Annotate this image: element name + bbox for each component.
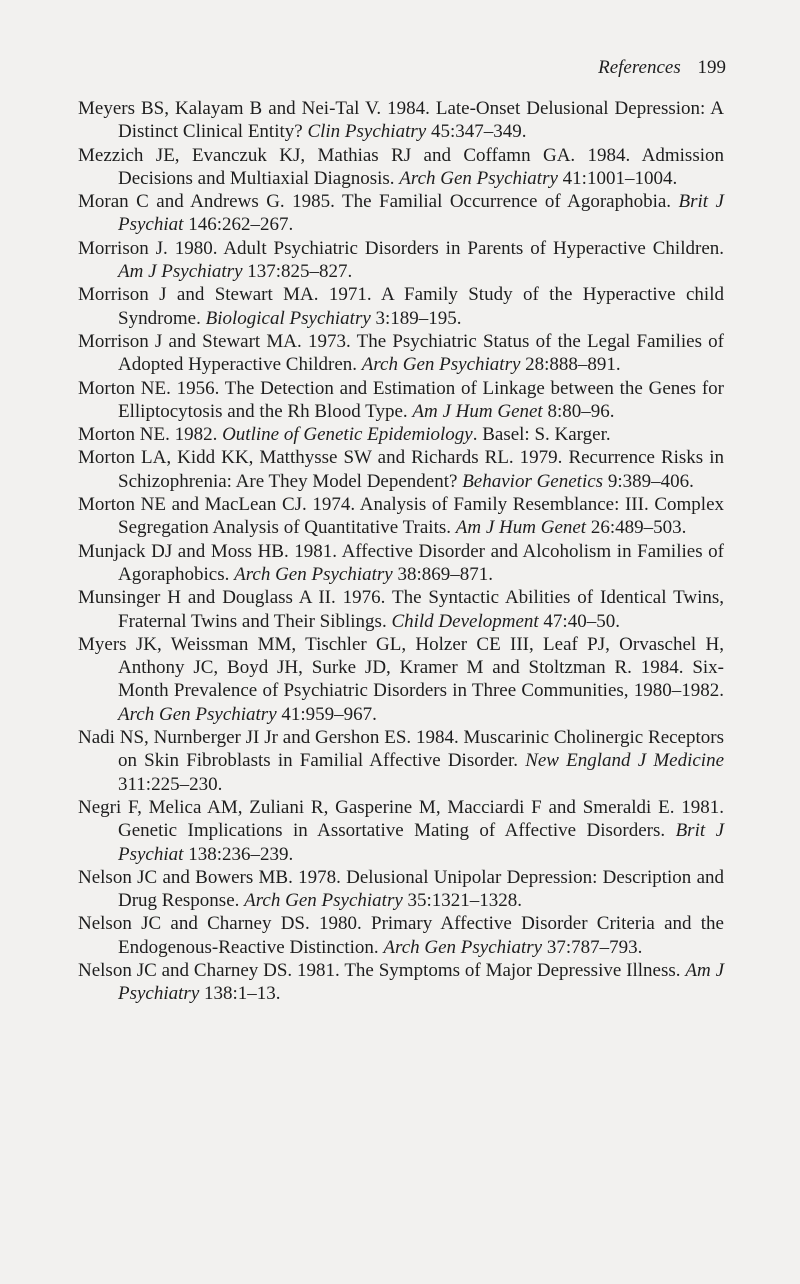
book-title: Outline of Genetic Epidemiology (222, 424, 473, 446)
reference-entry: Morrison J and Stewart MA. 1973. The Psychiatric Status of the Legal Families of Adopted Hyperactive Children. Arch Gen Psychiatry 28:888–891. (78, 330, 724, 376)
page-number: 199 (697, 57, 726, 78)
journal-title: Biological Psychiatry (205, 307, 371, 329)
journal-title: Arch Gen Psychiatry (118, 703, 277, 725)
journal-title: Am J Psychiatry (118, 261, 243, 283)
journal-title: Arch Gen Psychiatry (383, 936, 543, 958)
journal-title: Brit J Psychiat (118, 820, 724, 865)
journal-title: Arch Gen Psychiatry (234, 563, 393, 585)
reference-entry: Morrison J. 1980. Adult Psychiatric Disorders in Parents of Hyperactive Children. Am J Psychiatry 137:825–827. (78, 237, 724, 283)
journal-title: Am J Hum Genet (412, 400, 543, 422)
reference-entry: Nelson JC and Charney DS. 1981. The Symptoms of Major Depressive Illness. Am J Psychiatry 138:1–13. (78, 959, 724, 1005)
reference-entry: Morton NE. 1956. The Detection and Estimation of Linkage between the Genes for Elliptocytosis and the Rh Blood Type. Am J Hum Genet 8:80–96. (78, 377, 724, 422)
running-header (598, 56, 726, 80)
journal-title: Behavior Genetics (462, 470, 604, 492)
journal-title: New England J Medicine (525, 750, 725, 772)
reference-list (78, 97, 724, 1006)
reference-entry: Negri F, Melica AM, Zuliani R, Gasperine M, Macciardi F and Smeraldi E. 1981. Genetic Implications in Assortative Mating of Affective Disorders. Brit J Psychiat 138:236–239. (78, 796, 724, 865)
journal-title: Am J Psychiatry (118, 959, 724, 1005)
journal-title: Arch Gen Psychiatry (244, 890, 403, 912)
reference-entry: Morton LA, Kidd KK, Matthysse SW and Richards RL. 1979. Recurrence Risks in Schizophrenia: Are They Model Dependent? Behavior Genetics 9:389–406. (78, 447, 724, 492)
reference-entry: Mezzich JE, Evanczuk KJ, Mathias RJ and Coffamn GA. 1984. Admission Decisions and Multiaxial Diagnosis. Arch Gen Psychiatry 41:1001–1004. (78, 144, 724, 189)
reference-entry: Moran C and Andrews G. 1985. The Familial Occurrence of Agoraphobia. Brit J Psychiat 146:262–267. (78, 191, 724, 236)
reference-entry: Meyers BS, Kalayam B and Nei-Tal V. 1984. Late-Onset Delusional Depression: A Distinct Clinical Entity? Clin Psychiatry 45:347–349. (78, 98, 724, 143)
reference-entry: Munjack DJ and Moss HB. 1981. Affective Disorder and Alcoholism in Families of Agoraphobics. Arch Gen Psychiatry 38:869–871. (78, 540, 724, 585)
reference-entry: Nadi NS, Nurnberger JI Jr and Gershon ES. 1984. Muscarinic Cholinergic Receptors on Skin Fibroblasts in Familial Affective Disorder. New England J Medicine 311:225–230. (78, 727, 725, 795)
reference-entry: Nelson JC and Bowers MB. 1978. Delusional Unipolar Depression: Description and Drug Response. Arch Gen Psychiatry 35:1321–1328. (78, 866, 724, 912)
section-title: References (598, 57, 681, 78)
reference-entry: Morton NE and MacLean CJ. 1974. Analysis of Family Resemblance: III. Complex Segregation Analysis of Quantitative Traits. Am J Hum Genet 26:489–503. (78, 494, 724, 539)
reference-entry: Morrison J and Stewart MA. 1971. A Family Study of the Hyperactive child Syndrome. Biological Psychiatry 3:189–195. (78, 284, 724, 329)
journal-title: Child Development (391, 610, 539, 632)
journal-title: Clin Psychiatry (307, 121, 427, 143)
reference-entry: Morton NE. 1982. Outline of Genetic Epidemiology. Basel: S. Karger. (78, 424, 611, 446)
journal-title: Arch Gen Psychiatry (399, 167, 558, 189)
reference-entry: Munsinger H and Douglass A II. 1976. The Syntactic Abilities of Identical Twins, Fraternal Twins and Their Siblings. Child Development 47:40–50. (78, 587, 724, 632)
journal-title: Brit J Psychiat (118, 191, 724, 236)
reference-entry: Myers JK, Weissman MM, Tischler GL, Holzer CE III, Leaf PJ, Orvaschel H, Anthony JC, Boyd JH, Surke JD, Kramer M and Stoltzman R. 1984. Six-Month Prevalence of Psychiatric Disorders in Three Communities, 1980–1982. Arch Gen Psychiatry 41:959–967. (78, 633, 724, 725)
journal-title: Arch Gen Psychiatry (361, 354, 521, 376)
journal-title: Am J Hum Genet (455, 517, 587, 539)
reference-entry: Nelson JC and Charney DS. 1980. Primary Affective Disorder Criteria and the Endogenous-Reactive Distinction. Arch Gen Psychiatry 37:787–793. (78, 913, 724, 958)
